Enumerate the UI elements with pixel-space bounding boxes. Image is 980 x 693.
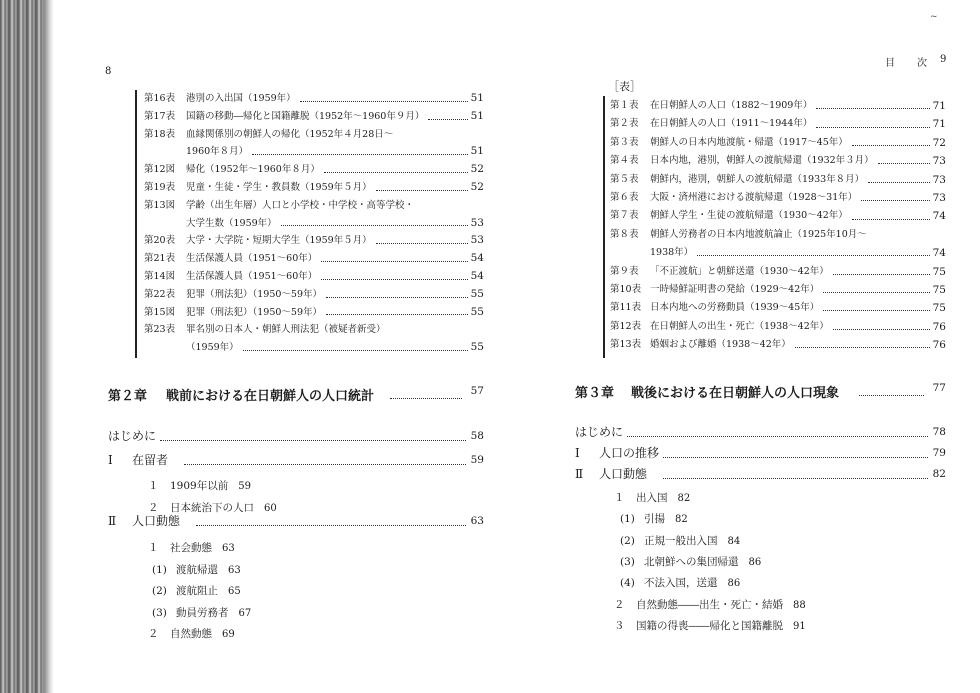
toc-leader-dots bbox=[321, 250, 468, 262]
left-intro-row bbox=[108, 426, 484, 447]
toc-leader-dots bbox=[878, 152, 930, 164]
toc-leader-dots bbox=[300, 90, 468, 102]
toc-leader-dots bbox=[868, 171, 930, 183]
toc-table-page: 73 bbox=[932, 155, 946, 168]
toc-sub-num: (1) bbox=[620, 513, 635, 526]
toc-table-label: 第16表 bbox=[144, 93, 176, 104]
toc-table-label: 第22表 bbox=[144, 288, 176, 300]
toc-table-page: 74 bbox=[932, 210, 946, 223]
toc-table-page: 76 bbox=[932, 339, 946, 352]
toc-sub-text: 自然動態 bbox=[170, 628, 212, 640]
toc-table-row bbox=[610, 299, 946, 317]
right-section-2-page: 82 bbox=[932, 468, 946, 480]
toc-sub-text: 引揚 bbox=[644, 513, 665, 526]
toc-table-row bbox=[610, 152, 946, 170]
toc-table-page: 73 bbox=[932, 191, 946, 204]
toc-table-row bbox=[144, 339, 484, 357]
toc-table-row bbox=[144, 268, 484, 286]
toc-table-page: 55 bbox=[470, 341, 484, 354]
toc-table-label: 第15図 bbox=[144, 306, 176, 318]
toc-table-text: 1960年８月） bbox=[186, 146, 249, 158]
toc-table-page: 53 bbox=[470, 234, 484, 247]
left-table-list bbox=[144, 90, 484, 357]
right-intro-page: 78 bbox=[932, 426, 946, 438]
toc-table-page: 51 bbox=[470, 109, 484, 122]
toc-table-row bbox=[610, 281, 946, 299]
toc-leader-dots bbox=[324, 161, 468, 173]
right-section-2-leader bbox=[663, 464, 928, 479]
toc-sub-page: 82 bbox=[675, 514, 688, 526]
toc-sub-item bbox=[614, 597, 806, 612]
left-section-1-leader bbox=[184, 450, 466, 465]
toc-sub-num: １ bbox=[148, 542, 159, 554]
toc-sub-text: 日本統治下の人口 bbox=[170, 502, 254, 514]
toc-table-label: 第６表 bbox=[610, 191, 639, 203]
toc-table-row bbox=[610, 207, 946, 225]
toc-table-row bbox=[144, 197, 484, 215]
toc-table-label: 第２表 bbox=[610, 118, 639, 130]
toc-table-label: 第17表 bbox=[144, 110, 176, 122]
toc-leader-dots bbox=[852, 134, 930, 146]
toc-table-row bbox=[610, 244, 946, 262]
toc-table-page: 71 bbox=[932, 100, 946, 112]
right-intro-row bbox=[575, 422, 946, 443]
toc-table-row bbox=[144, 232, 484, 250]
toc-leader-dots bbox=[326, 304, 468, 316]
toc-sub-text: 不法入国，送還 bbox=[644, 577, 718, 590]
toc-table-label: 第12表 bbox=[610, 320, 642, 332]
toc-table-text: 朝鮮人学生・生徒の渡航帰還（1930〜42年） bbox=[650, 210, 848, 222]
toc-leader-dots bbox=[428, 108, 468, 120]
toc-table-text: 児童・生徒・学生・教員数（1959年５月） bbox=[186, 181, 372, 193]
toc-table-row bbox=[610, 189, 946, 207]
chapter-2-number: 第２章 bbox=[108, 389, 148, 404]
toc-table-page: 75 bbox=[932, 302, 946, 315]
left-section-2-row bbox=[108, 511, 484, 532]
toc-table-text: 在日朝鮮人の人口（1911〜1944年） bbox=[650, 118, 813, 130]
toc-table-row bbox=[144, 143, 484, 161]
toc-table-row bbox=[144, 90, 484, 108]
toc-sub-item bbox=[152, 562, 241, 577]
toc-table-page: 74 bbox=[932, 247, 946, 260]
right-page-number: 9 bbox=[940, 54, 947, 65]
toc-sub-num: ３ bbox=[614, 619, 625, 632]
toc-leader-dots bbox=[816, 115, 930, 127]
toc-leader-dots bbox=[243, 339, 468, 351]
toc-sub-num: １ bbox=[148, 480, 159, 492]
toc-leader-dots bbox=[833, 318, 930, 330]
toc-table-page: 55 bbox=[470, 305, 484, 318]
toc-table-row bbox=[144, 215, 484, 233]
toc-leader-dots bbox=[697, 244, 930, 256]
toc-table-row bbox=[610, 134, 946, 152]
chapter-3-page: 77 bbox=[932, 382, 946, 394]
toc-sub-item bbox=[614, 490, 690, 505]
chapter-2-page: 57 bbox=[470, 385, 484, 397]
toc-sub-page: 84 bbox=[727, 535, 741, 547]
left-section-1-title: 在留者 bbox=[132, 453, 169, 467]
toc-table-page: 54 bbox=[470, 252, 484, 265]
toc-table-label: 第４表 bbox=[610, 155, 639, 167]
book-spine-shadow bbox=[0, 0, 44, 693]
toc-table-text: 罪名別の日本人・朝鮮人刑法犯（被疑者新受） bbox=[186, 324, 386, 336]
toc-sub-num: ２ bbox=[148, 502, 159, 514]
toc-leader-dots bbox=[823, 299, 930, 311]
chapter-2-heading bbox=[108, 385, 484, 405]
toc-table-label: 第10表 bbox=[610, 283, 642, 295]
toc-table-row bbox=[144, 250, 484, 268]
toc-sub-text: 社会動態 bbox=[170, 542, 212, 554]
toc-table-text: 在日朝鮮人の出生・死亡（1938〜42年） bbox=[650, 320, 829, 332]
toc-leader-dots bbox=[861, 189, 930, 201]
toc-table-text: 港別の入出国（1959年） bbox=[186, 93, 296, 104]
toc-table-page: 55 bbox=[470, 287, 484, 300]
toc-table-text: 犯罪（刑法犯）（1950〜59年） bbox=[186, 306, 323, 318]
right-section-1-row bbox=[575, 443, 946, 464]
toc-table-page: 53 bbox=[470, 216, 484, 229]
toc-table-row bbox=[610, 115, 946, 133]
toc-sub-page: 91 bbox=[793, 620, 806, 632]
toc-table-page: 54 bbox=[470, 269, 484, 282]
toc-table-row bbox=[144, 108, 484, 126]
toc-sub-text: 北朝鮮への集団帰還 bbox=[644, 555, 739, 568]
toc-table-text: 生活保護人員（1951〜60年） bbox=[186, 270, 318, 282]
toc-sub-page: 63 bbox=[228, 564, 241, 576]
toc-leader-dots bbox=[252, 143, 468, 155]
toc-leader-dots bbox=[376, 179, 468, 191]
toc-table-page: 73 bbox=[932, 173, 946, 186]
toc-leader-dots bbox=[281, 215, 468, 227]
toc-table-text: 国籍の移動―帰化と国籍離脱（1952年〜1960年９月） bbox=[186, 110, 425, 122]
right-table-list-bar bbox=[603, 96, 605, 358]
toc-table-label: 第18表 bbox=[144, 128, 176, 140]
toc-table-label: 第14図 bbox=[144, 270, 176, 282]
toc-table-label: 第13表 bbox=[610, 339, 642, 351]
toc-table-text: 生活保護人員（1951〜60年） bbox=[186, 253, 318, 265]
toc-table-row bbox=[144, 286, 484, 304]
toc-table-text: 血縁関係別の朝鮮人の帰化（1952年４月28日〜 bbox=[186, 128, 394, 140]
toc-table-text: 学齢（出生年層）人口と小学校・中学校・高等学校・ bbox=[186, 199, 415, 211]
toc-table-page: 51 bbox=[470, 92, 484, 104]
toc-sub-page: 60 bbox=[264, 503, 277, 514]
right-intro-text: はじめに bbox=[575, 425, 624, 439]
toc-sub-item bbox=[148, 626, 235, 641]
toc-leader-dots bbox=[852, 207, 930, 219]
toc-sub-num: ２ bbox=[148, 628, 159, 640]
toc-sub-page: 63 bbox=[222, 543, 235, 554]
toc-leader-dots bbox=[321, 268, 468, 280]
toc-table-label: 第13図 bbox=[144, 199, 176, 211]
toc-sub-num: (2) bbox=[620, 534, 635, 547]
left-intro-page: 58 bbox=[470, 430, 484, 442]
toc-sub-text: 正規一般出入国 bbox=[644, 534, 718, 547]
left-section-1-page: 59 bbox=[470, 454, 484, 466]
toc-sub-text: 動員労務者 bbox=[176, 606, 229, 619]
toc-table-text: 一時帰鮮証明書の発給（1929〜42年） bbox=[650, 283, 820, 295]
toc-sub-text: 出入国 bbox=[636, 492, 668, 504]
toc-sub-page: 59 bbox=[238, 481, 251, 492]
right-table-list bbox=[610, 97, 946, 354]
left-section-2-num: Ⅱ bbox=[108, 514, 117, 528]
toc-table-text: 1938年） bbox=[650, 247, 694, 259]
chapter-2-title: 戦前における在日朝鮮人の人口統計 bbox=[166, 389, 375, 404]
toc-table-label: 第５表 bbox=[610, 173, 639, 185]
toc-table-text: 朝鮮人労務者の日本内地渡航論止（1925年10月〜 bbox=[650, 228, 867, 240]
toc-sub-page: 86 bbox=[727, 578, 741, 590]
toc-sub-item bbox=[152, 583, 241, 598]
toc-table-row bbox=[610, 97, 946, 115]
toc-table-page: 75 bbox=[932, 265, 946, 278]
toc-table-page: 71 bbox=[932, 118, 946, 131]
left-page-number: 8 bbox=[105, 66, 112, 77]
toc-table-row bbox=[610, 226, 946, 244]
left-intro-leader bbox=[160, 426, 466, 441]
toc-table-page: 52 bbox=[470, 163, 484, 176]
toc-table-label: 第９表 bbox=[610, 265, 639, 277]
toc-sub-item bbox=[148, 540, 235, 555]
right-running-header: 目 次 bbox=[885, 58, 933, 69]
toc-sub-num: (4) bbox=[620, 577, 635, 590]
left-section-2-title: 人口動態 bbox=[132, 514, 181, 528]
toc-sub-num: (3) bbox=[152, 606, 167, 619]
toc-table-row bbox=[610, 263, 946, 281]
toc-table-text: 日本内地への労務動員（1939〜45年） bbox=[650, 302, 820, 314]
toc-sub-item bbox=[614, 618, 806, 633]
toc-table-text: 大阪・済州港における渡航帰還（1928〜31年） bbox=[650, 191, 858, 203]
toc-sub-page: 69 bbox=[222, 629, 235, 640]
chapter-3-leader bbox=[859, 382, 924, 396]
toc-table-row bbox=[610, 318, 946, 336]
toc-table-page: 51 bbox=[470, 145, 484, 158]
toc-sub-text: 自然動態――出生・死亡・結婚 bbox=[636, 598, 783, 611]
toc-table-page: 76 bbox=[932, 320, 946, 333]
right-table-heading: ［表］ bbox=[608, 80, 641, 93]
right-section-1-page: 79 bbox=[932, 447, 946, 459]
toc-sub-item bbox=[148, 478, 251, 493]
toc-sub-num: (1) bbox=[152, 563, 167, 576]
toc-table-label: 第１表 bbox=[610, 100, 639, 111]
toc-sub-page: 82 bbox=[677, 493, 691, 504]
toc-table-row bbox=[144, 126, 484, 144]
chapter-3-heading bbox=[575, 382, 946, 402]
toc-table-page: 75 bbox=[932, 283, 946, 296]
toc-table-label: 第20表 bbox=[144, 235, 176, 247]
toc-leader-dots bbox=[823, 281, 930, 293]
toc-table-text: 大学・大学院・短期大学生（1959年５月） bbox=[186, 235, 372, 247]
toc-table-text: 犯罪（刑法犯）（1950〜59年） bbox=[186, 288, 323, 300]
left-intro-text: はじめに bbox=[108, 429, 157, 443]
right-section-2-row bbox=[575, 464, 946, 485]
toc-table-text: 大学生数（1959年） bbox=[186, 217, 277, 229]
left-table-list-bar bbox=[135, 90, 137, 358]
book-gutter bbox=[44, 0, 54, 693]
toc-leader-dots bbox=[816, 97, 930, 109]
toc-sub-page: 86 bbox=[748, 556, 762, 568]
toc-table-page: 52 bbox=[470, 180, 484, 193]
toc-table-text: 帰化（1952年〜1960年８月） bbox=[186, 164, 320, 176]
left-section-1-row bbox=[108, 450, 484, 471]
toc-table-text: 在日朝鮮人の人口（1882〜1909年） bbox=[650, 100, 813, 111]
toc-table-page: 72 bbox=[932, 136, 946, 149]
scan-mark: ~ bbox=[930, 12, 938, 22]
toc-table-text: 朝鮮内，港別，朝鮮人の渡航帰還（1933年８月） bbox=[650, 173, 865, 185]
toc-sub-text: 国籍の得喪――帰化と国籍離脱 bbox=[636, 619, 783, 632]
right-section-1-num: Ⅰ bbox=[575, 446, 580, 460]
toc-table-row bbox=[144, 321, 484, 339]
toc-sub-item bbox=[620, 554, 761, 569]
toc-sub-num: (3) bbox=[620, 555, 635, 568]
toc-sub-page: 88 bbox=[793, 599, 806, 611]
toc-leader-dots bbox=[833, 263, 930, 275]
toc-leader-dots bbox=[326, 286, 468, 298]
left-section-2-page: 63 bbox=[470, 515, 484, 527]
toc-sub-text: 1909年以前 bbox=[170, 480, 229, 492]
toc-table-label: 第７表 bbox=[610, 210, 639, 222]
toc-sub-num: １ bbox=[614, 492, 625, 504]
toc-table-row bbox=[144, 161, 484, 179]
toc-table-label: 第23表 bbox=[144, 324, 176, 336]
toc-table-text: （1959年） bbox=[186, 342, 239, 354]
chapter-3-title: 戦後における在日朝鮮人の人口現象 bbox=[631, 386, 840, 401]
toc-sub-page: 67 bbox=[238, 607, 252, 619]
toc-table-text: 日本内地，港別，朝鮮人の渡航帰還（1932年３月） bbox=[650, 155, 874, 167]
toc-sub-text: 渡航帰還 bbox=[176, 563, 218, 576]
toc-sub-num: ２ bbox=[614, 598, 625, 611]
right-section-2-num: Ⅱ bbox=[575, 467, 584, 481]
toc-sub-item bbox=[152, 605, 251, 620]
right-section-1-leader bbox=[663, 443, 928, 458]
toc-table-label: 第３表 bbox=[610, 136, 639, 148]
toc-leader-dots bbox=[376, 232, 468, 244]
toc-sub-item bbox=[620, 575, 740, 590]
left-section-1-num: Ⅰ bbox=[108, 453, 113, 467]
toc-table-text: 朝鮮人の日本内地渡航・帰還（1917〜45年） bbox=[650, 136, 848, 148]
toc-table-label: 第11表 bbox=[610, 302, 642, 314]
toc-table-text: 「不正渡航」と朝鮮送還（1930〜42年） bbox=[650, 265, 829, 277]
chapter-2-leader bbox=[390, 385, 462, 399]
toc-sub-page: 65 bbox=[228, 586, 241, 597]
toc-table-row bbox=[610, 171, 946, 189]
chapter-3-number: 第３章 bbox=[575, 386, 615, 401]
toc-table-label: 第19表 bbox=[144, 181, 176, 193]
toc-sub-num: (2) bbox=[152, 585, 167, 597]
toc-sub-item bbox=[620, 511, 688, 526]
toc-table-text: 婚姻および離婚（1938〜42年） bbox=[650, 339, 791, 351]
toc-leader-dots bbox=[795, 336, 930, 348]
right-section-2-title: 人口動態 bbox=[599, 467, 648, 481]
right-intro-leader bbox=[627, 422, 928, 437]
toc-table-label: 第21表 bbox=[144, 253, 176, 265]
left-section-2-leader bbox=[196, 511, 466, 526]
right-section-1-title: 人口の推移 bbox=[599, 446, 660, 460]
toc-table-row bbox=[144, 304, 484, 322]
toc-sub-text: 渡航阻止 bbox=[176, 585, 218, 597]
toc-table-row bbox=[610, 336, 946, 354]
toc-sub-item bbox=[620, 533, 740, 548]
toc-table-label: 第８表 bbox=[610, 228, 639, 240]
toc-table-row bbox=[144, 179, 484, 197]
toc-table-label: 第12図 bbox=[144, 164, 176, 176]
